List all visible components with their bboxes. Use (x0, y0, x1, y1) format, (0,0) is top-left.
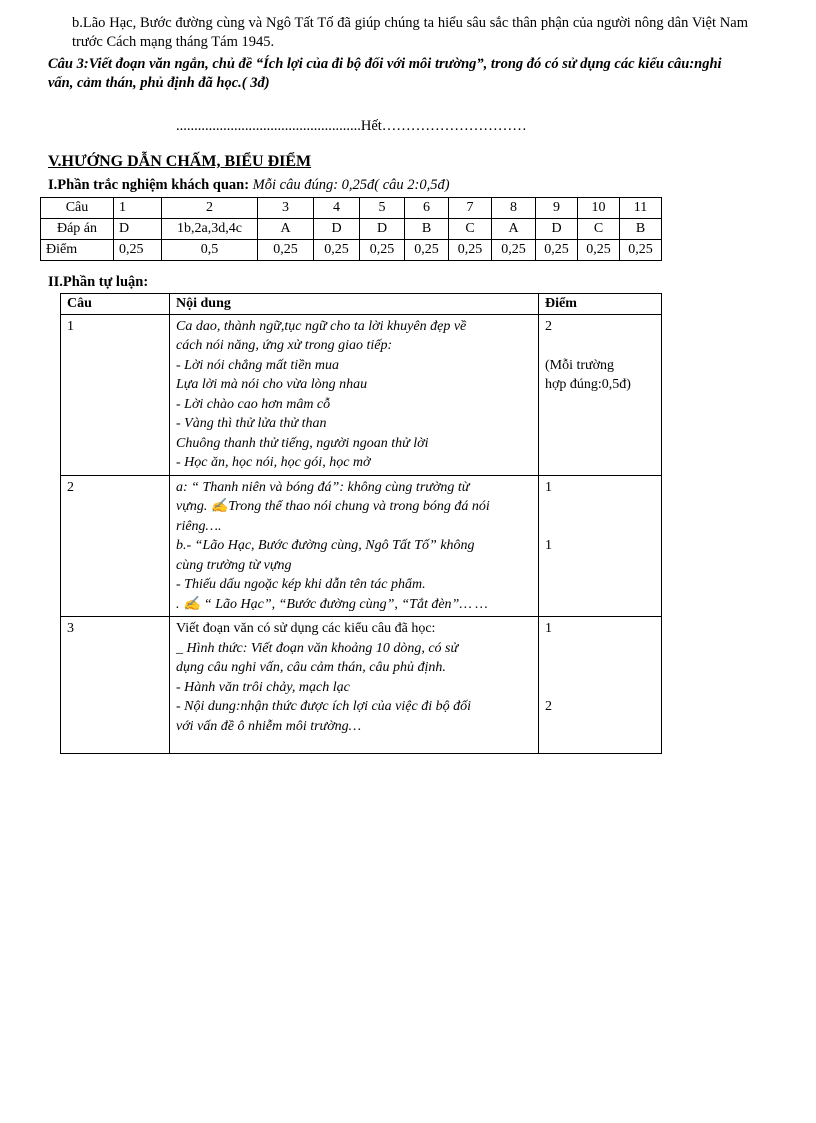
answer-content (170, 475, 539, 617)
essay-table (60, 293, 662, 754)
spacer (545, 678, 655, 698)
table-cell: 9 (536, 198, 578, 219)
essay-header-row (61, 294, 662, 315)
points-line: 1 (545, 621, 552, 636)
content-line: - Thiếu dấu ngoặc kép khi dẫn tên tác phẩm. (176, 577, 426, 592)
table-cell: 6 (405, 198, 449, 219)
table-cell: 0,25 (449, 240, 492, 261)
question-number: 2 (61, 475, 170, 617)
content-line: - Lời chào cao hơn mâm cỗ (176, 396, 331, 412)
spacer (545, 497, 655, 517)
table-cell: 1b,2a,3d,4c (162, 219, 258, 240)
part1-title: I.Phần trắc nghiệm khách quan: (48, 177, 250, 193)
content-line: với vấn đề ô nhiễm môi trường… (176, 718, 362, 734)
answer-table (40, 197, 662, 261)
question-number: 1 (61, 314, 170, 475)
spacer (545, 517, 655, 537)
points-line: 1 (545, 479, 552, 495)
answer-row-points (41, 240, 662, 261)
answer-content (170, 617, 539, 754)
table-cell: 0,25 (620, 240, 662, 261)
content-line: riêng…. (176, 518, 222, 534)
content-line: - Lời nói chẳng mất tiền mua (176, 357, 340, 373)
content-line: Ca dao, thành ngữ,tục ngữ cho ta lời khuyên đẹp về (176, 318, 467, 334)
answer-row-questions (41, 198, 662, 219)
header-noi-dung: Nội dung (170, 294, 539, 315)
essay-row-1 (61, 314, 662, 475)
spacer (545, 658, 655, 678)
end-marker: ...................................................Hết………………………… (176, 118, 527, 134)
content-line: a: “ Thanh niên và bóng đá”: không cùng trường từ (176, 479, 470, 495)
table-cell: D (314, 219, 360, 240)
points-cell (539, 314, 662, 475)
part2-title: II.Phần tự luận: (48, 274, 149, 290)
content-line: Lựa lời mà nói cho vừa lòng nhau (176, 377, 368, 392)
table-cell: C (449, 219, 492, 240)
content-line: cùng trường từ vựng (176, 557, 292, 573)
table-cell: 5 (360, 198, 405, 219)
table-cell: B (405, 219, 449, 240)
content-line: Viết đoạn văn có sử dụng các kiểu câu đã học: (176, 621, 436, 636)
points-line: hợp đúng:0,5đ) (545, 377, 631, 392)
content-line: - Nội dung:nhận thức được ích lợi của việc đi bộ đối (176, 699, 471, 714)
points-cell (539, 475, 662, 617)
part1-heading (48, 177, 450, 194)
points-line: 2 (545, 318, 552, 334)
table-cell: 10 (578, 198, 620, 219)
content-line: . ✍ “ Lão Hạc”, “Bước đường cùng”, “Tắt đèn”… … (176, 596, 488, 612)
points-line: (Mỗi trường (545, 357, 615, 373)
content-line: vựng. ✍Trong thể thao nói chung và trong bóng đá nói (176, 499, 490, 514)
table-cell: D (360, 219, 405, 240)
table-cell: 0,25 (578, 240, 620, 261)
table-cell: D (114, 219, 162, 240)
table-cell: C (578, 219, 620, 240)
table-cell: 0,25 (536, 240, 578, 261)
answer-content (170, 314, 539, 475)
table-cell: 1 (114, 198, 162, 219)
intro-paragraph: b.Lão Hạc, Bước đường cùng và Ngô Tất Tố đã giúp chúng ta hiểu sâu sắc thân phận của người nông dân Việt Nam trước Cách mạng tháng Tám 1945. (72, 15, 748, 50)
content-line: - Vàng thì thử lửa thử than (176, 416, 327, 431)
header-diem: Điểm (539, 294, 662, 315)
content-line: b.- “Lão Hạc, Bước đường cùng, Ngô Tất Tố” không (176, 538, 475, 553)
row-label: Điểm (41, 240, 114, 261)
points-line: 1 (545, 538, 552, 553)
question-number: 3 (61, 617, 170, 754)
table-cell: 0,25 (314, 240, 360, 261)
content-line: - Hành văn trôi chảy, mạch lạc (176, 679, 350, 695)
essay-row-3 (61, 617, 662, 754)
table-cell: 0,25 (114, 240, 162, 261)
row-label: Câu (41, 198, 114, 219)
table-cell: 0,25 (258, 240, 314, 261)
table-cell: A (492, 219, 536, 240)
table-cell: 0,25 (360, 240, 405, 261)
points-line: 2 (545, 699, 552, 714)
table-cell: A (258, 219, 314, 240)
points-cell (539, 617, 662, 754)
content-line: - Học ăn, học nói, học gói, học mở (176, 455, 371, 470)
table-cell: 8 (492, 198, 536, 219)
content-line: cách nói năng, ứng xử trong giao tiếp: (176, 338, 393, 353)
table-cell: 7 (449, 198, 492, 219)
question-3: Câu 3:Viết đoạn văn ngắn, chủ đề “Ích lợi của đi bộ đối với môi trường”, trong đó có sử dụng các kiểu câu:nghi vấn, cảm thán, phủ định đã học.( 3đ) (48, 56, 722, 91)
content-line: Chuông thanh thử tiếng, người ngoan thử lời (176, 435, 429, 451)
table-cell: 2 (162, 198, 258, 219)
part1-note: Mỗi câu đúng: 0,25đ( câu 2:0,5đ) (252, 177, 450, 193)
table-cell: 4 (314, 198, 360, 219)
content-line: _ Hình thức: Viết đoạn văn khoảng 10 dòng, có sử (176, 640, 459, 656)
table-cell: D (536, 219, 578, 240)
table-cell: 11 (620, 198, 662, 219)
content-line: dụng câu nghi vấn, câu cảm thán, câu phủ định. (176, 660, 446, 675)
table-cell: B (620, 219, 662, 240)
table-cell: 0,5 (162, 240, 258, 261)
table-cell: 0,25 (405, 240, 449, 261)
essay-row-2 (61, 475, 662, 617)
header-cau: Câu (61, 294, 170, 315)
section-v-title: V.HƯỚNG DẪN CHẤM, BIỂU ĐIỂM (48, 153, 312, 170)
spacer (545, 336, 655, 356)
row-label: Đáp án (41, 219, 114, 240)
spacer (545, 639, 655, 659)
answer-row-answers (41, 219, 662, 240)
table-cell: 0,25 (492, 240, 536, 261)
table-cell: 3 (258, 198, 314, 219)
